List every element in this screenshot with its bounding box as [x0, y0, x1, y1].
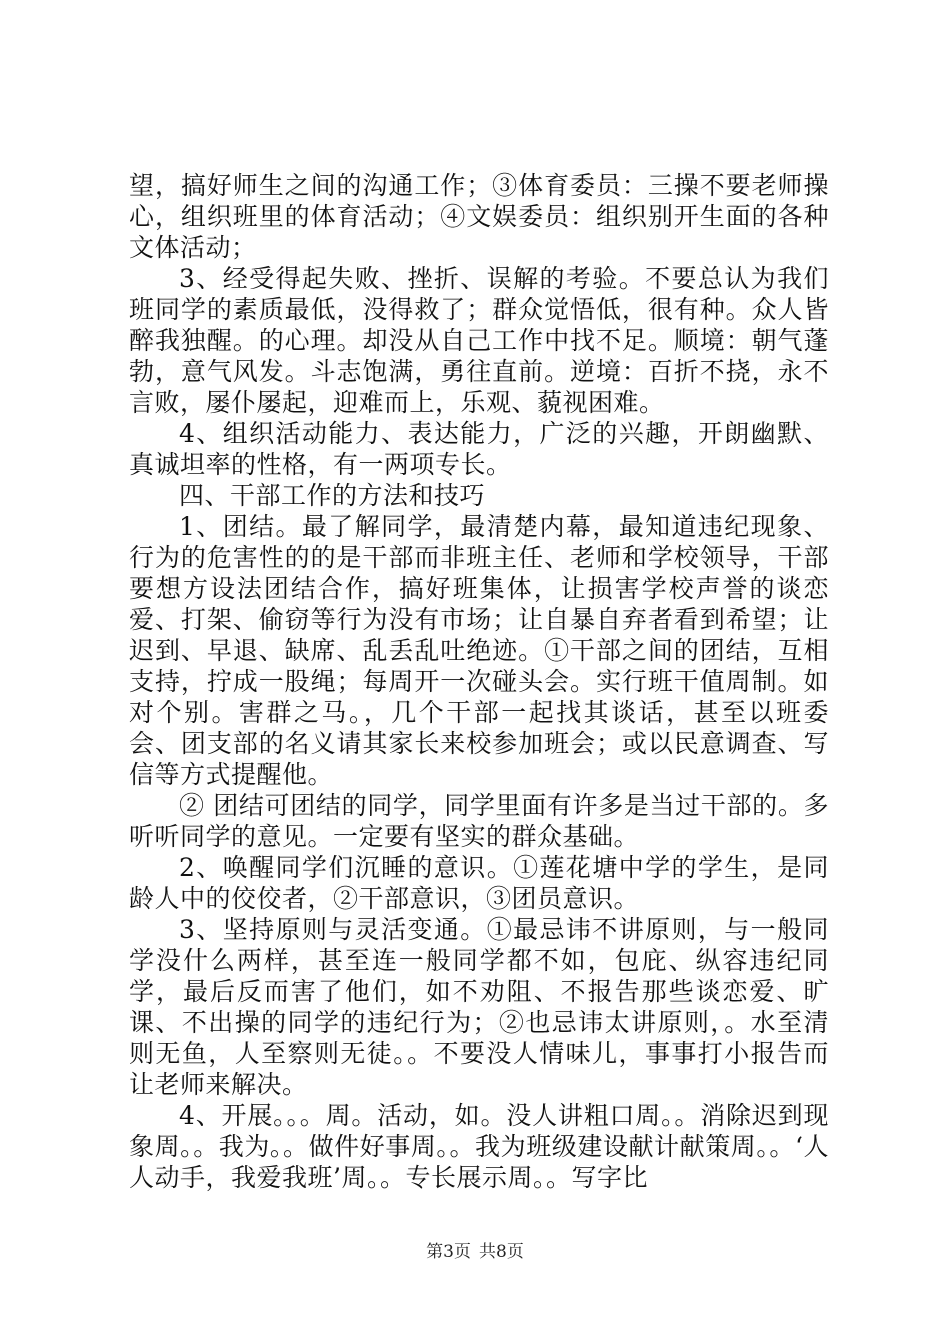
page-total: 共8页: [479, 1242, 524, 1262]
paragraph-9: 4、开展。。。周。活动，如。没人讲粗口周。。消除迟到现象周。。我为。。做件好事周。。我为班级建设献计献策周。。‘人人动手，我爱我班’周。。专长展示周。。写字比: [129, 1101, 829, 1192]
paragraph-3: 4、组织活动能力、表达能力，广泛的兴趣，开朗幽默、真诚坦率的性格，有一两项专长。: [129, 419, 829, 479]
page-footer: [0, 1241, 950, 1263]
paragraph-1: 望，搞好师生之间的沟通工作；③体育委员：三操不要老师操心，组织班里的体育活动；④文娱委员：组织别开生面的各种文体活动；: [129, 171, 829, 262]
paragraph-2: 3、经受得起失败、挫折、误解的考验。不要总认为我们班同学的素质最低，没得救了；群众觉悟低，很有种。众人皆醉我独醒。的心理。却没从自己工作中找不足。顺境：朝气蓬勃，意气风发。斗志饱满，勇往直前。逆境：百折不挠，永不言败，屡仆屡起，迎难而上，乐观、藐视困难。: [129, 264, 829, 417]
paragraph-8: 3、坚持原则与灵活变通。①最忌讳不讲原则，与一般同学没什么两样，甚至连一般同学都不如，包庇、纵容违纪同学，最后反而害了他们，如不劝阻、不报告那些谈恋爱、旷课、不出操的同学的违纪行为；②也忌讳太讲原则，。水至清则无鱼，人至察则无徒。。不要没人情味儿，事事打小报告而让老师来解决。: [129, 915, 829, 1099]
paragraph-5: 1、团结。最了解同学，最清楚内幕，最知道违纪现象、行为的危害性的的是干部而非班主任、老师和学校领导，干部要想方设法团结合作，搞好班集体，让损害学校声誉的谈恋爱、打架、偷窃等行为没有市场；让自暴自弃者看到希望；让迟到、早退、缺席、乱丢乱吐绝迹。①干部之间的团结，互相支持，拧成一股绳；每周开一次碰头会。实行班干值周制。如对个别。害群之马。，几个干部一起找其谈话，甚至以班委会、团支部的名义请其家长来校参加班会；或以民意调查、写信等方式提醒他。: [129, 512, 829, 789]
section-heading: 四、干部工作的方法和技巧: [179, 481, 486, 510]
paragraph-7: 2、唤醒同学们沉睡的意识。①莲花塘中学的学生，是同龄人中的佼佼者，②干部意识，③团员意识。: [129, 853, 829, 913]
paragraph-6: ② 团结可团结的同学，同学里面有许多是当过干部的。多听听同学的意见。一定要有坚实的群众基础。: [129, 791, 829, 851]
document-body: [129, 170, 829, 1193]
page-number: 第3页: [426, 1242, 471, 1262]
